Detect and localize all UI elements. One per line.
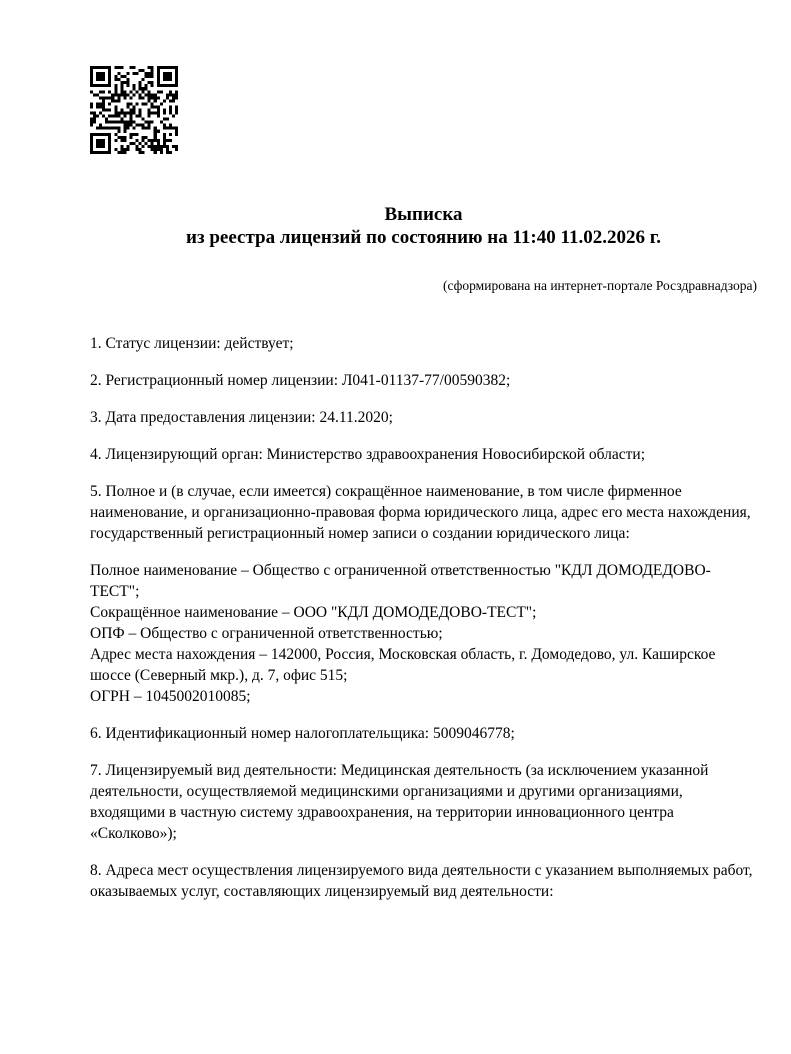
- org-short-name: Сокращённое наименование – ООО "КДЛ ДОМОДЕДОВО-ТЕСТ";: [90, 604, 537, 621]
- document-content: [90, 203, 757, 918]
- document-subtitle: (сформирована на интернет-портале Росздравнадзора): [442, 278, 757, 293]
- org-ogrn: ОГРН – 1045002010085;: [90, 688, 251, 705]
- document-title: [90, 203, 757, 249]
- org-address: Адрес места нахождения – 142000, Россия, Московская область, г. Домодедово, ул. Каширское шоссе (Северный мкр.), д. 7, офис 515;: [90, 646, 716, 684]
- title-line-1: Выписка: [384, 204, 463, 225]
- item-addresses-intro: 8. Адреса мест осуществления лицензируемого вида деятельности с указанием выполняемых работ, оказываемых услуг, составляющих лицензируемый вид деятельности:: [90, 862, 753, 900]
- item-inn: 6. Идентификационный номер налогоплательщика: 5009046778;: [90, 725, 515, 742]
- item-licensing-authority: 4. Лицензирующий орган: Министерство здравоохранения Новосибирской области;: [90, 446, 646, 463]
- item-license-status: 1. Статус лицензии: действует;: [90, 335, 294, 352]
- org-legal-form: ОПФ – Общество с ограниченной ответственностью;: [90, 625, 443, 642]
- org-full-name: Полное наименование – Общество с ограниченной ответственностью "КДЛ ДОМОДЕДОВО-ТЕСТ";: [90, 562, 711, 600]
- title-line-2: из реестра лицензий по состоянию на 11:40 11.02.2026 г.: [186, 227, 661, 248]
- item-grant-date: 3. Дата предоставления лицензии: 24.11.2020;: [90, 409, 393, 426]
- qr-code-icon: [90, 66, 178, 154]
- item-licensed-activity: 7. Лицензируемый вид деятельности: Медицинская деятельность (за исключением указанной деятельности, осуществляемой медицинскими организациями и другими организациями, входящими в частную систему здравоохранения, на территории инновационного центра «Сколково»);: [90, 762, 709, 842]
- item-registration-number: 2. Регистрационный номер лицензии: Л041-01137-77/00590382;: [90, 372, 511, 389]
- org-details-block: [90, 560, 757, 707]
- document-body: [90, 333, 757, 902]
- item-org-intro: 5. Полное и (в случае, если имеется) сокращённое наименование, в том числе фирменное наименование, и организационно-правовая форма юридического лица, адрес его места нахождения, государственный регистрационный номер записи о создании юридического лица:: [90, 483, 751, 542]
